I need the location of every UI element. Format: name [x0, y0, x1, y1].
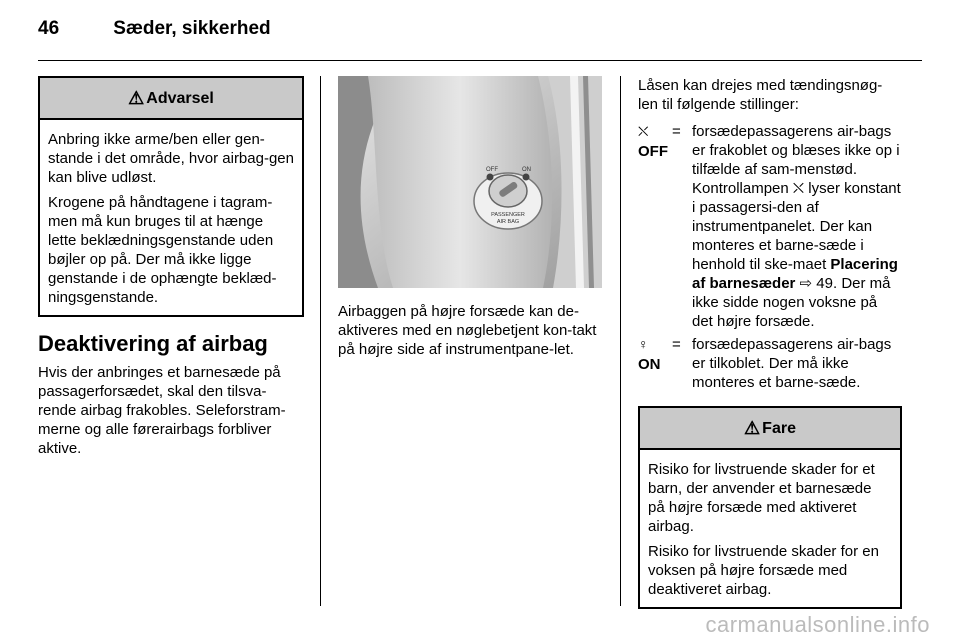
warning-paragraph: Anbring ikke arme/ben eller gen-stande i det område, hvor airbag-gen kan blive udløst.: [48, 131, 294, 186]
danger-box-title: Fare: [762, 419, 796, 437]
off-definition: [638, 122, 902, 331]
left-column: [38, 76, 304, 458]
deactivation-text: Hvis der anbringes et barnesæde på passagerforsædet, skal den tilsva-rende airbag frakobles. Seleforstram-merne og alle førerairbags forbliver aktive.: [38, 364, 286, 457]
danger-box-body: [640, 450, 900, 607]
warning-box-title: Advarsel: [146, 89, 214, 107]
danger-paragraph: Risiko for livstruende skader for en voksen på højre forsæde med deaktiveret airbag.: [648, 543, 879, 598]
column-divider-1: [320, 76, 321, 606]
warning-box: [38, 76, 304, 317]
airbag-on-icon: ♀: [638, 336, 649, 352]
warning-paragraph: Krogene på håndtagene i tagram-men må kun bruges til at hænge lette beklædningsgenstande uden bøjler op på. Der må ikke ligge genstande i de ophængte beklæd-ningsgenstande.: [48, 194, 277, 306]
warning-triangle-icon: ⚠: [128, 87, 145, 108]
switch-label-line1: PASSENGER: [491, 212, 525, 218]
on-term: ON: [638, 356, 661, 373]
off-text-2: lyser konstant i passagersi-den af instrumentpanelet. Der kan monteres et barne-sæde i henhold til ske-maet: [692, 180, 901, 273]
airbag-off-icon: ⛌: [792, 180, 805, 197]
warning-box-body: [40, 120, 302, 315]
off-description: [692, 122, 902, 331]
figure-caption: Airbaggen på højre forsæde kan de-aktiveres med en nøglebetjent kon-takt på højre side af instrumentpane-let.: [338, 303, 597, 358]
page-reference: 49: [816, 275, 833, 292]
on-equals: =: [672, 336, 681, 353]
cross-reference-link[interactable]: Placering af barnesæder: [692, 256, 898, 292]
lock-intro: Låsen kan drejes med tændingsnøg-len til følgende stillinger:: [638, 77, 883, 113]
section-title: Sæder, sikkerhed: [113, 18, 271, 39]
danger-paragraph: Risiko for livstruende skader for et barn, der anvender et barnesæde på højre forsæde med aktiveret airbag.: [648, 461, 875, 535]
off-equals: =: [672, 123, 681, 140]
reference-arrow-icon: ⇨: [799, 275, 813, 292]
switch-label-line2: AIR BAG: [496, 219, 520, 225]
right-column: [638, 76, 902, 609]
danger-box: [638, 406, 902, 609]
watermark: carmanualsonline.info: [705, 612, 930, 637]
section-heading: Deaktivering af airbag: [38, 331, 268, 356]
page-header: [38, 18, 271, 40]
danger-box-header: [640, 408, 900, 450]
column-divider-2: [620, 76, 621, 606]
airbag-off-icon: ⛌: [638, 123, 649, 139]
warning-box-header: [40, 78, 302, 120]
header-rule: [38, 60, 922, 61]
warning-triangle-icon: ⚠: [744, 417, 761, 438]
airbag-switch-figure: [338, 76, 602, 288]
off-term: OFF: [638, 143, 668, 160]
on-description: forsædepassagerens air-bags er tilkoblet. Der må ikke monteres et barne-sæde.: [692, 336, 892, 391]
off-text-3: . Der må ikke sidde nogen voksne på det højre forsæde.: [692, 275, 891, 330]
off-text-1: forsædepassagerens air-bags er frakoblet og blæses ikke op i tilfælde af sam-menstød. Kontrollampen: [692, 123, 900, 197]
page-number: 46: [38, 18, 60, 39]
on-mark-label: ON: [522, 167, 531, 173]
middle-column: [338, 76, 604, 359]
off-mark-label: OFF: [486, 167, 498, 173]
on-definition: [638, 335, 902, 392]
